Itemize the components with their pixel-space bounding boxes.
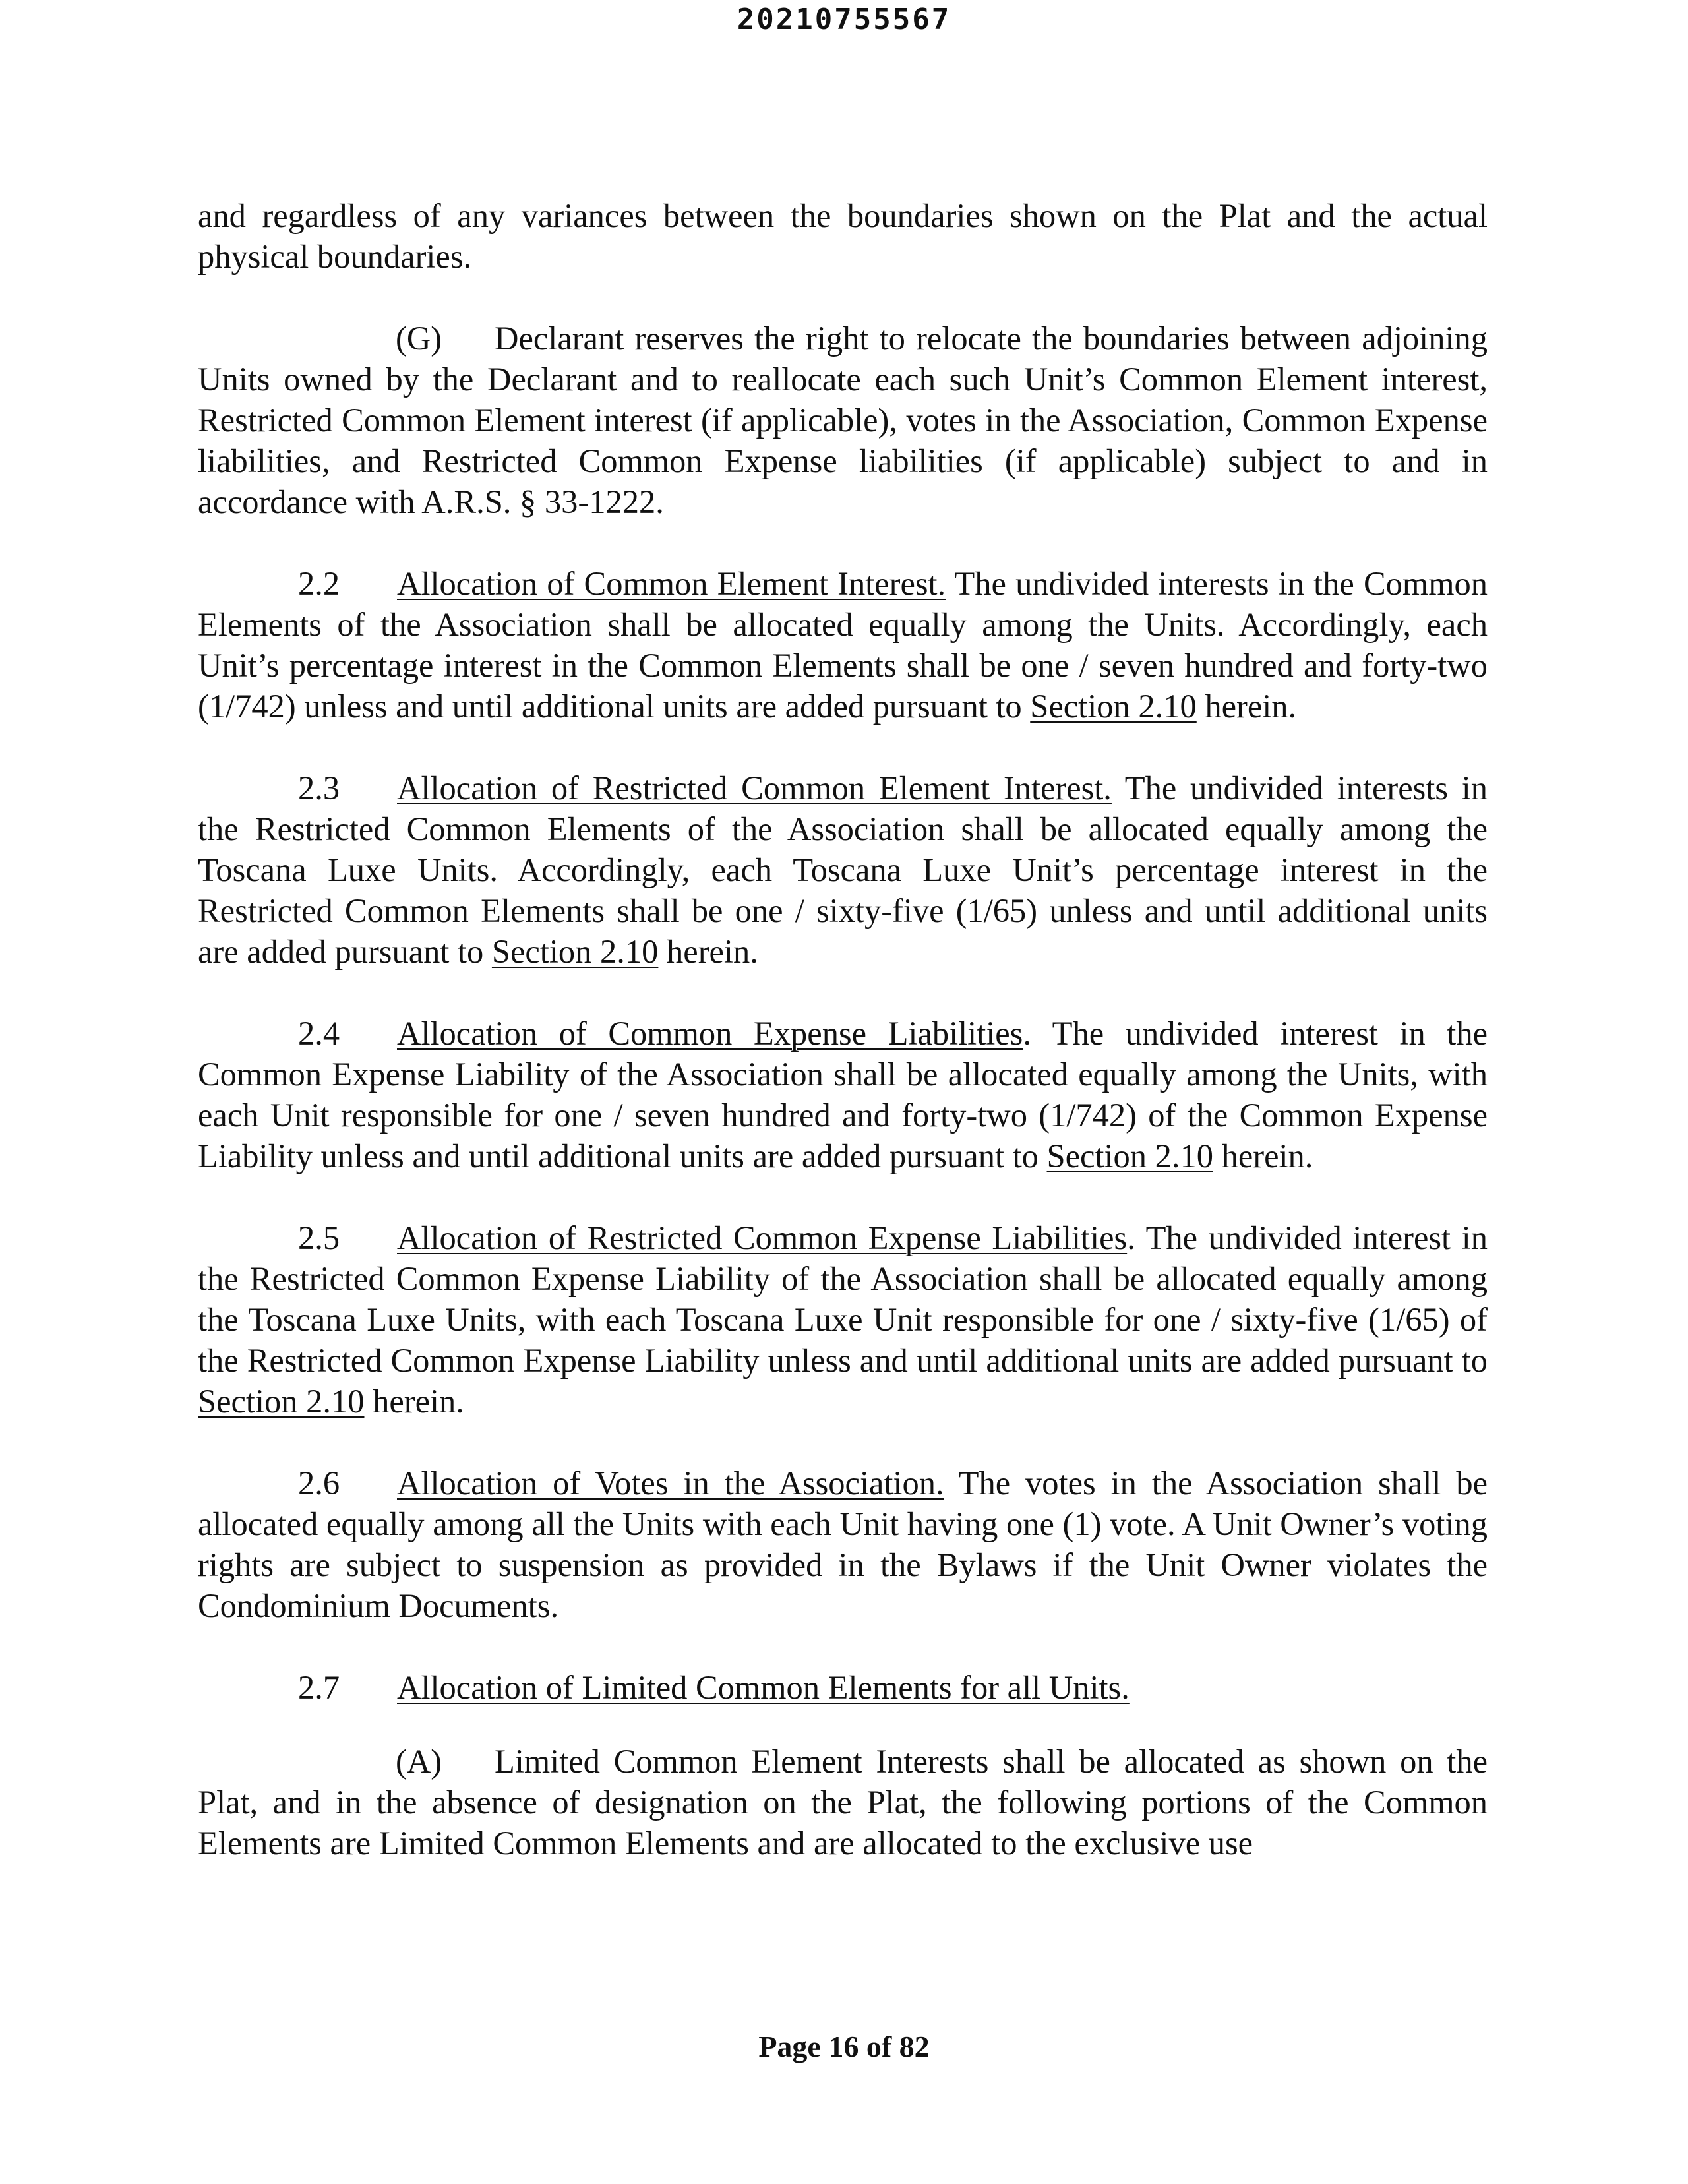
paragraph-a-text: Limited Common Element Interests shall be allocated as shown on the Plat, and in the absence of designation on the Plat, the following portions of the Common Elements are Limited Common Elements and are allocated to the exclusive use — [198, 1743, 1488, 1862]
page-number: Page 16 of 82 — [758, 2030, 930, 2063]
section-text: . The undivided interest in the Common Expense Liability of the Association shall be allocated equally among the Units, with each Unit responsible for one / seven hundred and forty-two (1/742) of the Common Expense Liability unless and until additional units are added pursuant to — [198, 1015, 1488, 1174]
recording-number: 20210755567 — [737, 3, 951, 36]
section-2-7 — [198, 1667, 1488, 1708]
subsection-label-a: (A) — [396, 1743, 442, 1780]
section-reference: Section 2.10 — [1046, 1138, 1213, 1174]
section-reference: Section 2.10 — [198, 1383, 365, 1420]
document-body — [198, 195, 1488, 1864]
section-tail: herein. — [1196, 688, 1297, 725]
section-number: 2.4 — [298, 1015, 340, 1052]
paragraph-g-text: Declarant reserves the right to relocate the boundaries between adjoining Units owned by the Declarant and to reallocate each such Unit’s Common Element interest, Restricted Common Element interest (if applicable), votes in the Association, Common Expense liabilities, and Restricted Common Expense liabilities (if applicable) subject to and in accordance with A.R.S. § 33-1222. — [198, 320, 1488, 520]
section-2-3 — [198, 768, 1488, 972]
paragraph-a — [198, 1741, 1488, 1864]
section-tail: herein. — [658, 933, 758, 970]
section-heading: Allocation of Common Element Interest. — [397, 565, 946, 602]
subsection-label-g: (G) — [396, 320, 442, 357]
section-text: The undivided interests in the Common Elements of the Association shall be allocated equally among the Units. Accordingly, each Unit’s percentage interest in the Common Elements shall be one / seven hundred and forty-two (1/742) unless and until additional units are added pursuant to — [198, 565, 1488, 725]
section-number: 2.3 — [298, 770, 340, 806]
section-number: 2.5 — [298, 1219, 340, 1256]
section-number: 2.6 — [298, 1465, 340, 1502]
section-number: 2.2 — [298, 565, 340, 602]
section-tail: herein. — [1213, 1138, 1313, 1174]
section-2-5 — [198, 1217, 1488, 1422]
section-2-4 — [198, 1013, 1488, 1176]
section-text: The votes in the Association shall be allocated equally among all the Units with each Unit having one (1) vote. A Unit Owner’s voting rights are subject to suspension as provided in the Bylaws if the Unit Owner violates the Condominium Documents. — [198, 1465, 1488, 1624]
section-2-6 — [198, 1463, 1488, 1626]
section-tail: herein. — [364, 1383, 464, 1420]
section-heading: Allocation of Restricted Common Element Interest. — [397, 770, 1112, 806]
section-number: 2.7 — [298, 1669, 340, 1706]
section-heading: Allocation of Common Expense Liabilities — [397, 1015, 1023, 1052]
section-2-2 — [198, 563, 1488, 727]
section-heading: Allocation of Restricted Common Expense Liabilities — [397, 1219, 1128, 1256]
section-text: . The undivided interest in the Restricted Common Expense Liability of the Association shall be allocated equally among the Toscana Luxe Units, with each Toscana Luxe Unit responsible for one / sixty-five (1/65) of the Restricted Common Expense Liability unless and until additional units are added pursuant to — [198, 1219, 1488, 1379]
paragraph-intro: and regardless of any variances between the boundaries shown on the Plat and the actual physical boundaries. — [198, 197, 1488, 275]
section-reference: Section 2.10 — [491, 933, 659, 970]
section-heading: Allocation of Limited Common Elements for all Units. — [397, 1669, 1130, 1706]
paragraph-g — [198, 318, 1488, 522]
section-reference: Section 2.10 — [1030, 688, 1197, 725]
section-text: The undivided interests in the Restricted Common Elements of the Association shall be allocated equally among the Toscana Luxe Units. Accordingly, each Toscana Luxe Unit’s percentage interest in the Restricted Common Elements shall be one / sixty-five (1/65) unless and until additional units are added pursuant to — [198, 770, 1488, 970]
section-heading: Allocation of Votes in the Association. — [397, 1465, 944, 1502]
